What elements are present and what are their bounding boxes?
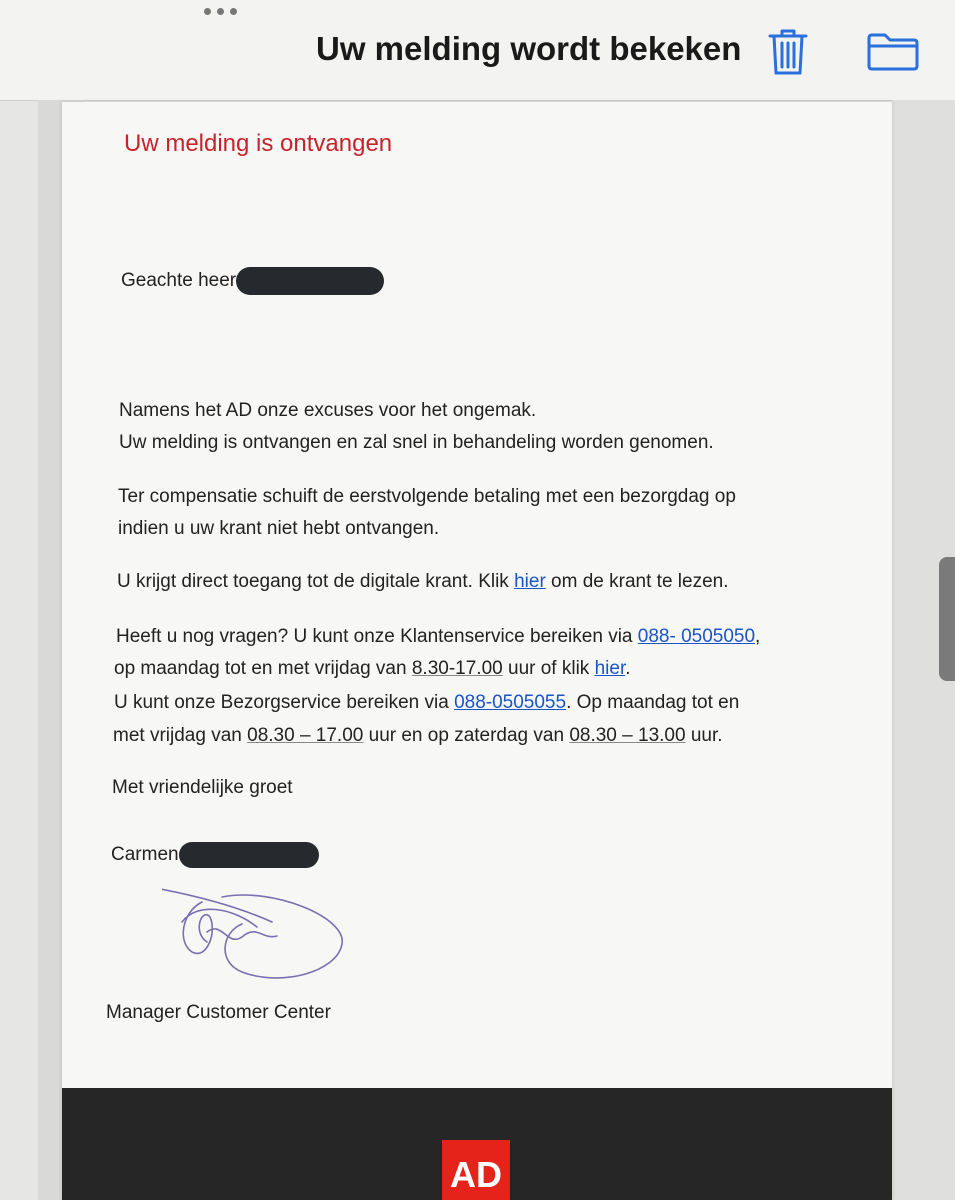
email-footer [62,1088,892,1200]
klantenservice-phone-link[interactable]: 088- 0505050 [637,626,756,647]
redacted-surname [179,842,319,868]
paragraph-1-line-2: Uw melding is ontvangen en zal snel in behandeling worden genomen. [119,432,714,453]
weekday-hours: 08.30 – 17.00 [247,725,364,746]
comma: , [755,626,761,647]
paragraph-3-text: U krijgt direct toegang tot de digitale krant. Klik [117,571,515,592]
greeting-line [121,264,384,297]
paragraph-4-line-1 [116,620,760,653]
klantenservice-text: Heeft u nog vragen? U kunt onze Klantenservice bereiken via [116,626,638,647]
paragraph-4-line-2 [114,652,631,685]
bezorgservice-text-end: . Op maandag tot en [566,692,740,713]
weekday-text: met vrijdag van [113,725,248,746]
email-body [62,102,892,1200]
paragraph-3-text-end: om de krant te lezen. [545,571,729,592]
bezorgservice-phone-link[interactable]: 088-0505055 [454,692,567,713]
klantenservice-hours: 8.30-17.00 [411,658,503,679]
hours-end: uur. [685,725,723,746]
hours-text: op maandag tot en met vrijdag van [114,658,412,679]
hours-text-mid: uur of klik [502,658,595,679]
handwritten-signature [162,872,362,997]
saturday-hours: 08.30 – 13.00 [569,725,686,746]
ad-logo[interactable]: AD [442,1140,510,1200]
bezorgservice-text: U kunt onze Bezorgservice bereiken via [114,692,455,713]
paragraph-4-line-3 [114,686,739,719]
saturday-text: uur en op zaterdag van [363,725,570,746]
email-heading: Uw melding is ontvangen [124,130,393,157]
mail-header [0,0,955,101]
folder-icon[interactable] [866,32,920,77]
period: . [625,658,631,679]
signer-first-name: Carmen [111,844,179,865]
paragraph-2-line-1: Ter compensatie schuift de eerstvolgende betaling met een bezorgdag op [118,486,736,507]
paragraph-1-line-1: Namens het AD onze excuses voor het ongemak. [119,400,537,421]
digital-newspaper-link[interactable]: hier [514,571,546,592]
signer-title: Manager Customer Center [106,1002,331,1023]
scrollbar-handle[interactable] [939,557,955,681]
signer-line [111,838,319,871]
redacted-name [236,267,384,295]
email-subject: Uw melding wordt bekeken [316,30,742,67]
trash-icon[interactable] [767,27,809,82]
more-dots-icon[interactable] [204,8,237,15]
paragraph-4-line-4 [113,719,723,752]
greeting: Geachte heer [121,270,237,291]
closing: Met vriendelijke groet [112,777,293,798]
contact-link[interactable]: hier [594,658,626,679]
paragraph-2-line-2: indien u uw krant niet hebt ontvangen. [118,518,440,539]
paragraph-3 [117,565,729,598]
